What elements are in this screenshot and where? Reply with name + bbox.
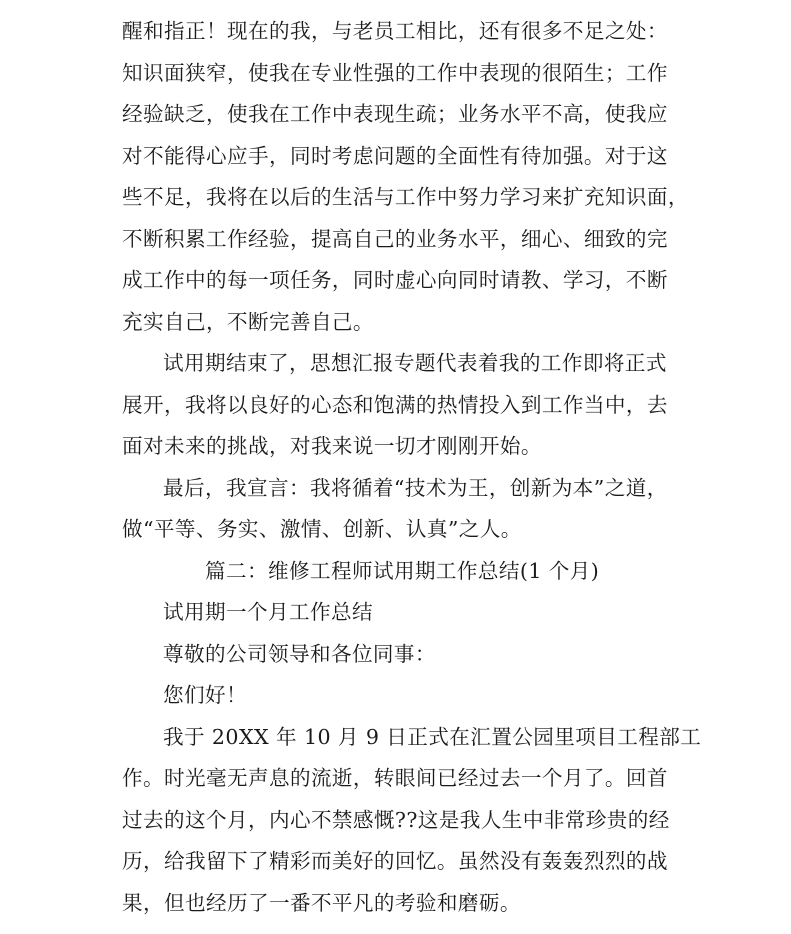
text-line: 最后，我宣言：我将循着“技术为王，创新为本”之道， bbox=[163, 476, 668, 500]
text-line: 知识面狭窄，使我在专业性强的工作中表现的很陌生；工作 bbox=[122, 61, 668, 85]
text-line: 对不能得心应手，同时考虑问题的全面性有待加强。对于这 bbox=[122, 144, 668, 168]
text-line: 果，但也经历了一番不平凡的考验和磨砺。 bbox=[122, 891, 521, 915]
greeting: 您们好！ bbox=[163, 683, 247, 707]
text-line: 不断积累工作经验，提高自己的业务水平，细心、细致的完 bbox=[122, 227, 668, 251]
text-line: 作。时光毫无声息的流逝，转眼间已经过去一个月了。回首 bbox=[122, 766, 668, 790]
text-line: 我于 20XX 年 10 月 9 日正式在汇置公园里项目工程部工 bbox=[163, 725, 702, 749]
text-line: 经验缺乏，使我在工作中表现生疏；业务水平不高，使我应 bbox=[122, 102, 668, 126]
text-line: 充实自己，不断完善自己。 bbox=[122, 310, 374, 334]
text-line: 历，给我留下了精彩而美好的回忆。虽然没有轰轰烈烈的战 bbox=[122, 849, 668, 873]
text-line: 过去的这个月，内心不禁感慨??这是我人生中非常珍贵的经 bbox=[122, 808, 670, 832]
text-line: 试用期结束了，思想汇报专题代表着我的工作即将正式 bbox=[163, 351, 667, 375]
salutation: 尊敬的公司领导和各位同事： bbox=[163, 642, 436, 666]
text-line: 些不足，我将在以后的生活与工作中努力学习来扩充知识面， bbox=[122, 185, 689, 209]
text-line: 成工作中的每一项任务，同时虚心向同时请教、学习，不断 bbox=[122, 268, 668, 292]
text-line: 展开，我将以良好的心态和饱满的热情投入到工作当中，去 bbox=[122, 393, 668, 417]
text-line: 做“平等、务实、激情、创新、认真”之人。 bbox=[122, 517, 522, 541]
section-heading: 篇二：维修工程师试用期工作总结(1 个月) bbox=[205, 559, 600, 583]
text-line: 醒和指正！现在的我，与老员工相比，还有很多不足之处： bbox=[122, 19, 668, 43]
subtitle: 试用期一个月工作总结 bbox=[163, 600, 373, 624]
text-line: 面对未来的挑战，对我来说一切才刚刚开始。 bbox=[122, 434, 542, 458]
